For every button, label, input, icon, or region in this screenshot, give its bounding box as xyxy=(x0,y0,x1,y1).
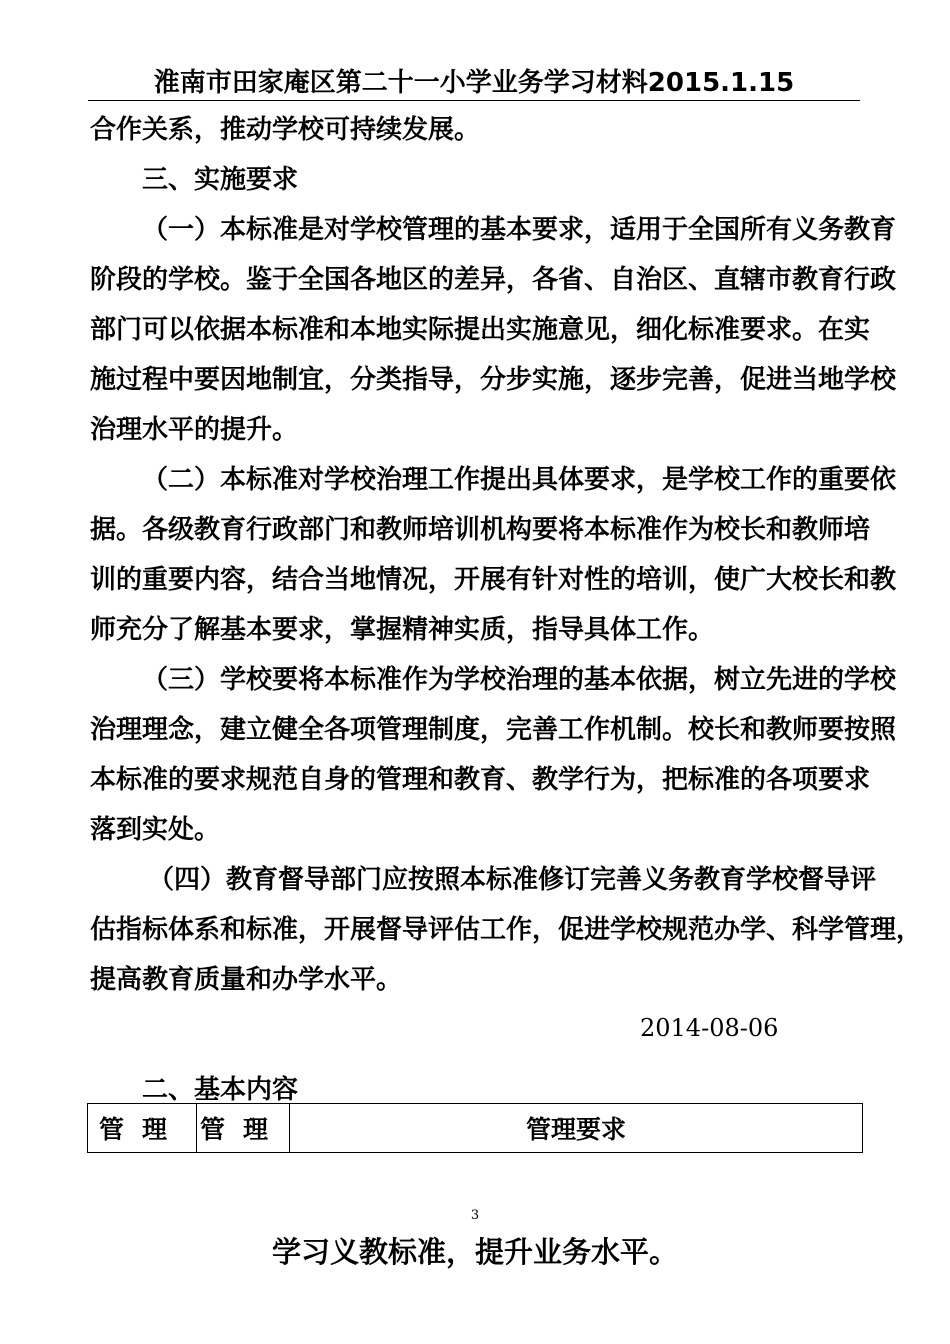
management-table xyxy=(87,1103,863,1153)
body-line: 施过程中要因地制宜，分类指导，分步实施，逐步完善，促进当地学校 xyxy=(90,365,897,395)
body-line: 治理理念，建立健全各项管理制度，完善工作机制。校长和教师要按照 xyxy=(90,715,897,745)
body-line: 本标准的要求规范自身的管理和教育、教学行为，把标准的各项要求 xyxy=(90,765,871,795)
body-line: 提高教育质量和办学水平。 xyxy=(90,965,403,995)
table-header-cell-management: 管理 xyxy=(197,1104,290,1153)
footer-slogan: 学习义教标准，提升业务水平。 xyxy=(271,1235,678,1269)
body-line: 部门可以依据本标准和本地实际提出实施意见，细化标准要求。在实 xyxy=(90,315,871,345)
table-header-row xyxy=(88,1104,863,1153)
section-heading-implementation: 三、实施要求 xyxy=(142,165,299,195)
body-line: 阶段的学校。鉴于全国各地区的差异，各省、自治区、直辖市教育行政 xyxy=(90,265,897,295)
body-line: 估指标体系和标准，开展督导评估工作，促进学校规范办学、科学管理， xyxy=(90,915,923,945)
page-header-title: 淮南市田家庵区第二十一小学业务学习材料2015.1.15 xyxy=(153,68,795,98)
body-line: （三）学校要将本标准作为学校治理的基本依据，树立先进的学校 xyxy=(142,665,897,695)
body-line: 落到实处。 xyxy=(90,815,221,845)
body-line: （二）本标准对学校治理工作提出具体要求，是学校工作的重要依 xyxy=(142,465,897,495)
body-line: 治理水平的提升。 xyxy=(90,415,299,445)
body-line: 据。各级教育行政部门和教师培训机构要将本标准作为校长和教师培 xyxy=(90,515,871,545)
header-rule xyxy=(88,100,860,101)
body-line: （一）本标准是对学校管理的基本要求，适用于全国所有义务教育 xyxy=(142,215,897,245)
body-line: 师充分了解基本要求，掌握精神实质，指导具体工作。 xyxy=(90,615,715,645)
table-header-cell-requirements: 管理要求 xyxy=(290,1104,863,1153)
body-line: （四）教育督导部门应按照本标准修订完善义务教育学校督导评 xyxy=(148,865,877,895)
page-number: 3 xyxy=(470,1208,480,1223)
table-header-cell-management: 管理 xyxy=(88,1104,197,1153)
section-heading-basic-content: 二、基本内容 xyxy=(142,1075,299,1105)
document-date: 2014-08-06 xyxy=(640,1014,779,1042)
body-line: 合作关系，推动学校可持续发展。 xyxy=(90,115,481,145)
body-line: 训的重要内容，结合当地情况，开展有针对性的培训，使广大校长和教 xyxy=(90,565,897,595)
